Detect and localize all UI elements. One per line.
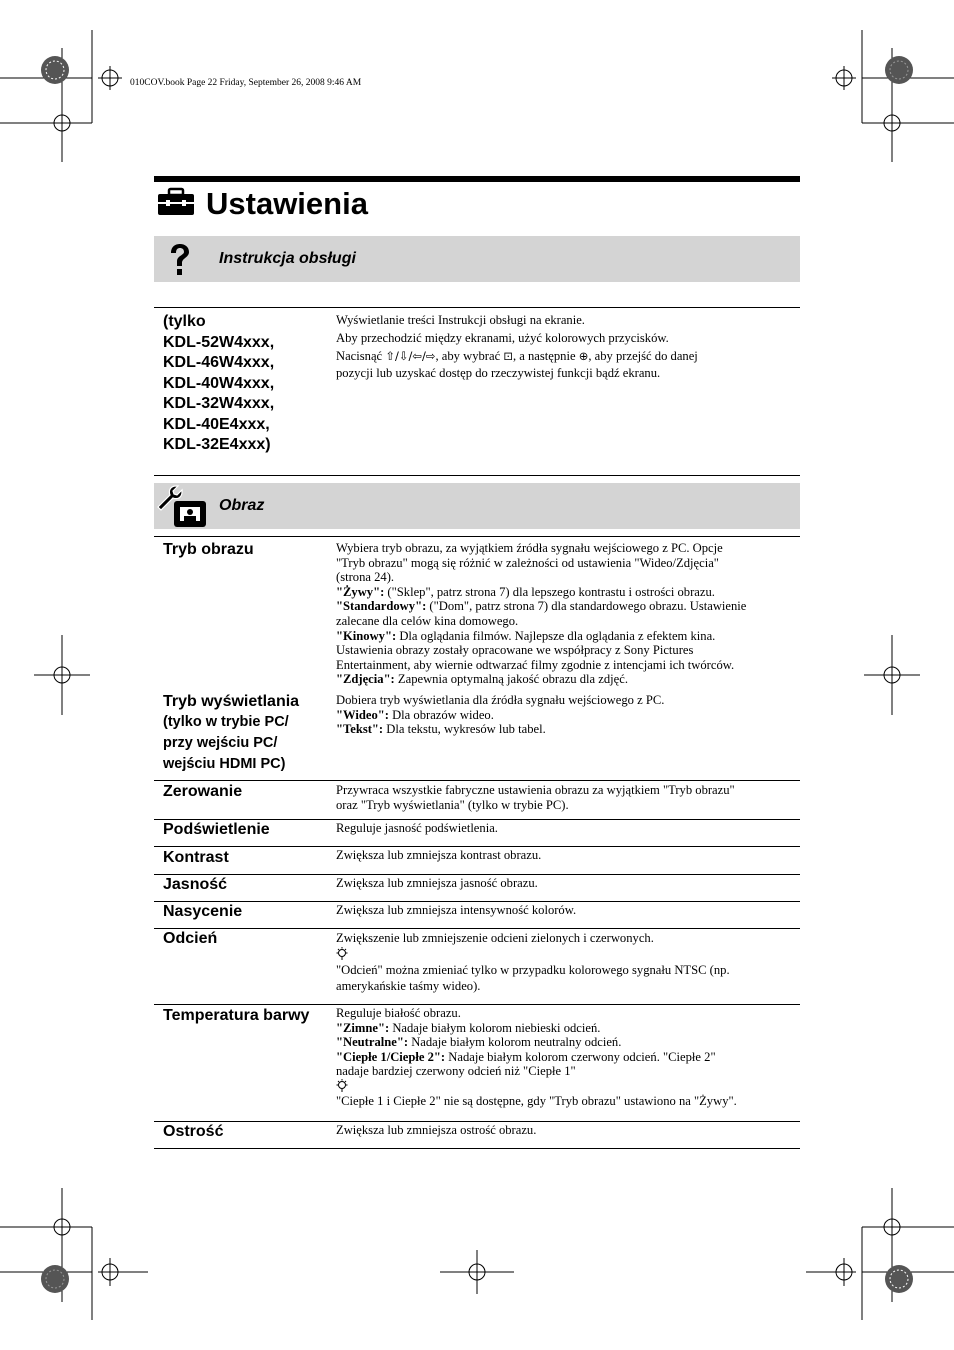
enter-button-icon: ⊕ xyxy=(578,348,589,363)
contrast-label: Kontrast xyxy=(163,849,229,866)
wrench-picture-icon xyxy=(156,485,208,532)
page-title: Ustawienia xyxy=(206,186,368,221)
picture-mode-label: Tryb obrazu xyxy=(163,541,254,558)
lightbulb-tip-icon xyxy=(336,947,802,962)
sharpness-description: Zwiększa lub zmniejsza ostrość obrazu. xyxy=(336,1123,537,1137)
sharpness-label: Ostrość xyxy=(163,1123,224,1140)
display-mode-sublabel: (tylko w trybie PC/ przy wejściu PC/ wejściu HDMI PC) xyxy=(163,714,289,772)
picture-mode-description: Wybiera tryb obrazu, za wyjątkiem źródła sygnału wejściowego z PC. Opcje "Tryb obrazu" mogą się różnić w zależności od ustawienia "Wideo/Zdjęcia" (strona 24). "Żywy": ("Sklep", patrz strona 7) dla lepszego kontrastu i ostrości obrazu. "Standardowy": ("Dom", patrz strona 7) dla standardowego obrazu. Ustawienie zalecane dla celów kina domowego. "Kinowy": Dla oglądania filmów. Najlepsze dla oglądania z efektem kina. Ustawienia obrazy zostały opracowane we współpracy z Sony Pictures Entertainment, aby wiernie odtwarzać filmy zgodnie z intencjami ich twórców. "Zdjęcia": Zapewnia optymalną jakość obrazu dla zdjęć. xyxy=(336,541,747,687)
color-temperature-description: Reguluje białość obrazu. "Zimne": Nadaje białym kolorom niebieski odcień. "Neutralne": Nadaje białym kolorom neutralny odcień. "Ciepłe 1/Ciepłe 2": Nadaje białym kolorom czerwony odcień. "Ciepłe 2" nadaje bardziej czerwony odcień niż "Ciepłe 1" "Ciepłe 1 i Ciepłe 2" nie są dostępne, gdy "Tryb obrazu" ustawiono na "Żywy". xyxy=(336,1006,802,1109)
saturation-label: Nasycenie xyxy=(163,903,243,920)
manual-description: Wyświetlanie treści Instrukcji obsługi na ekranie. Aby przechodzić między ekranami, użyć kolorowych przycisków. Nacisnąć ⇧/⇩/⇦/⇨, aby wybrać ⊡, a następnie ⊕, aby przejść do danej pozycji lub uzyskać dostęp do rzeczywistej funkcji bądź ekranu. xyxy=(336,313,698,381)
title-rule xyxy=(154,176,800,182)
section-title-picture: Obraz xyxy=(219,497,265,514)
section-header-manual xyxy=(154,236,800,282)
display-mode-label: Tryb wyświetlania xyxy=(163,693,300,710)
row-divider xyxy=(154,307,800,308)
saturation-description: Zwiększa lub zmniejsza intensywność kolorów. xyxy=(336,903,577,917)
row-divider xyxy=(154,874,800,875)
row-divider xyxy=(154,780,800,781)
display-mode-description: Dobiera tryb wyświetlania dla źródła sygnału wejściowego z PC. "Wideo": Dla obrazów wideo. "Tekst": Dla tekstu, wykresów lub tabel. xyxy=(336,693,665,737)
section-title-manual: Instrukcja obsługi xyxy=(219,250,356,267)
backlight-description: Reguluje jasność podświetlenia. xyxy=(336,821,498,835)
brightness-label: Jasność xyxy=(163,876,228,893)
row-divider xyxy=(154,901,800,902)
row-divider xyxy=(154,1121,800,1122)
row-divider xyxy=(154,536,800,537)
hue-description: Zwiększenie lub zmniejszenie odcieni zielonych i czerwonych. "Odcień" można zmieniać tylko w przypadku kolorowego sygnału NTSC (np. amerykańskie taśmy wideo). xyxy=(336,930,802,995)
toolbox-icon xyxy=(156,187,196,222)
manual-model-label: (tylko KDL-52W4xxx, KDL-46W4xxx, KDL-40W4xxx, KDL-32W4xxx, KDL-40E4xxx, KDL-32E4xxx) xyxy=(163,313,275,453)
section-header-picture xyxy=(154,483,800,529)
contrast-description: Zwiększa lub zmniejsza kontrast obrazu. xyxy=(336,848,542,862)
row-divider xyxy=(154,1004,800,1005)
reset-label: Zerowanie xyxy=(163,783,243,800)
page-title-block xyxy=(156,184,368,224)
hue-label: Odcień xyxy=(163,930,218,947)
file-info-header: 010COV.book Page 22 Friday, September 26, 2008 9:46 AM xyxy=(130,78,362,88)
manual-page-icon: ⊡ xyxy=(503,348,513,363)
lightbulb-tip-icon xyxy=(336,1079,802,1094)
row-divider xyxy=(154,846,800,847)
arrow-keys-icon: ⇧/⇩/⇦/⇨ xyxy=(385,348,436,363)
brightness-description: Zwiększa lub zmniejsza jasność obrazu. xyxy=(336,876,538,890)
row-divider xyxy=(154,475,800,476)
color-temperature-label: Temperatura barwy xyxy=(163,1007,310,1024)
reset-description: Przywraca wszystkie fabryczne ustawienia obrazu za wyjątkiem "Tryb obrazu" oraz "Tryb wyświetlania" (tylko w trybie PC). xyxy=(336,783,735,812)
question-mark-icon xyxy=(168,243,192,282)
row-divider xyxy=(154,1148,800,1149)
backlight-label: Podświetlenie xyxy=(163,821,270,838)
row-divider xyxy=(154,928,800,929)
